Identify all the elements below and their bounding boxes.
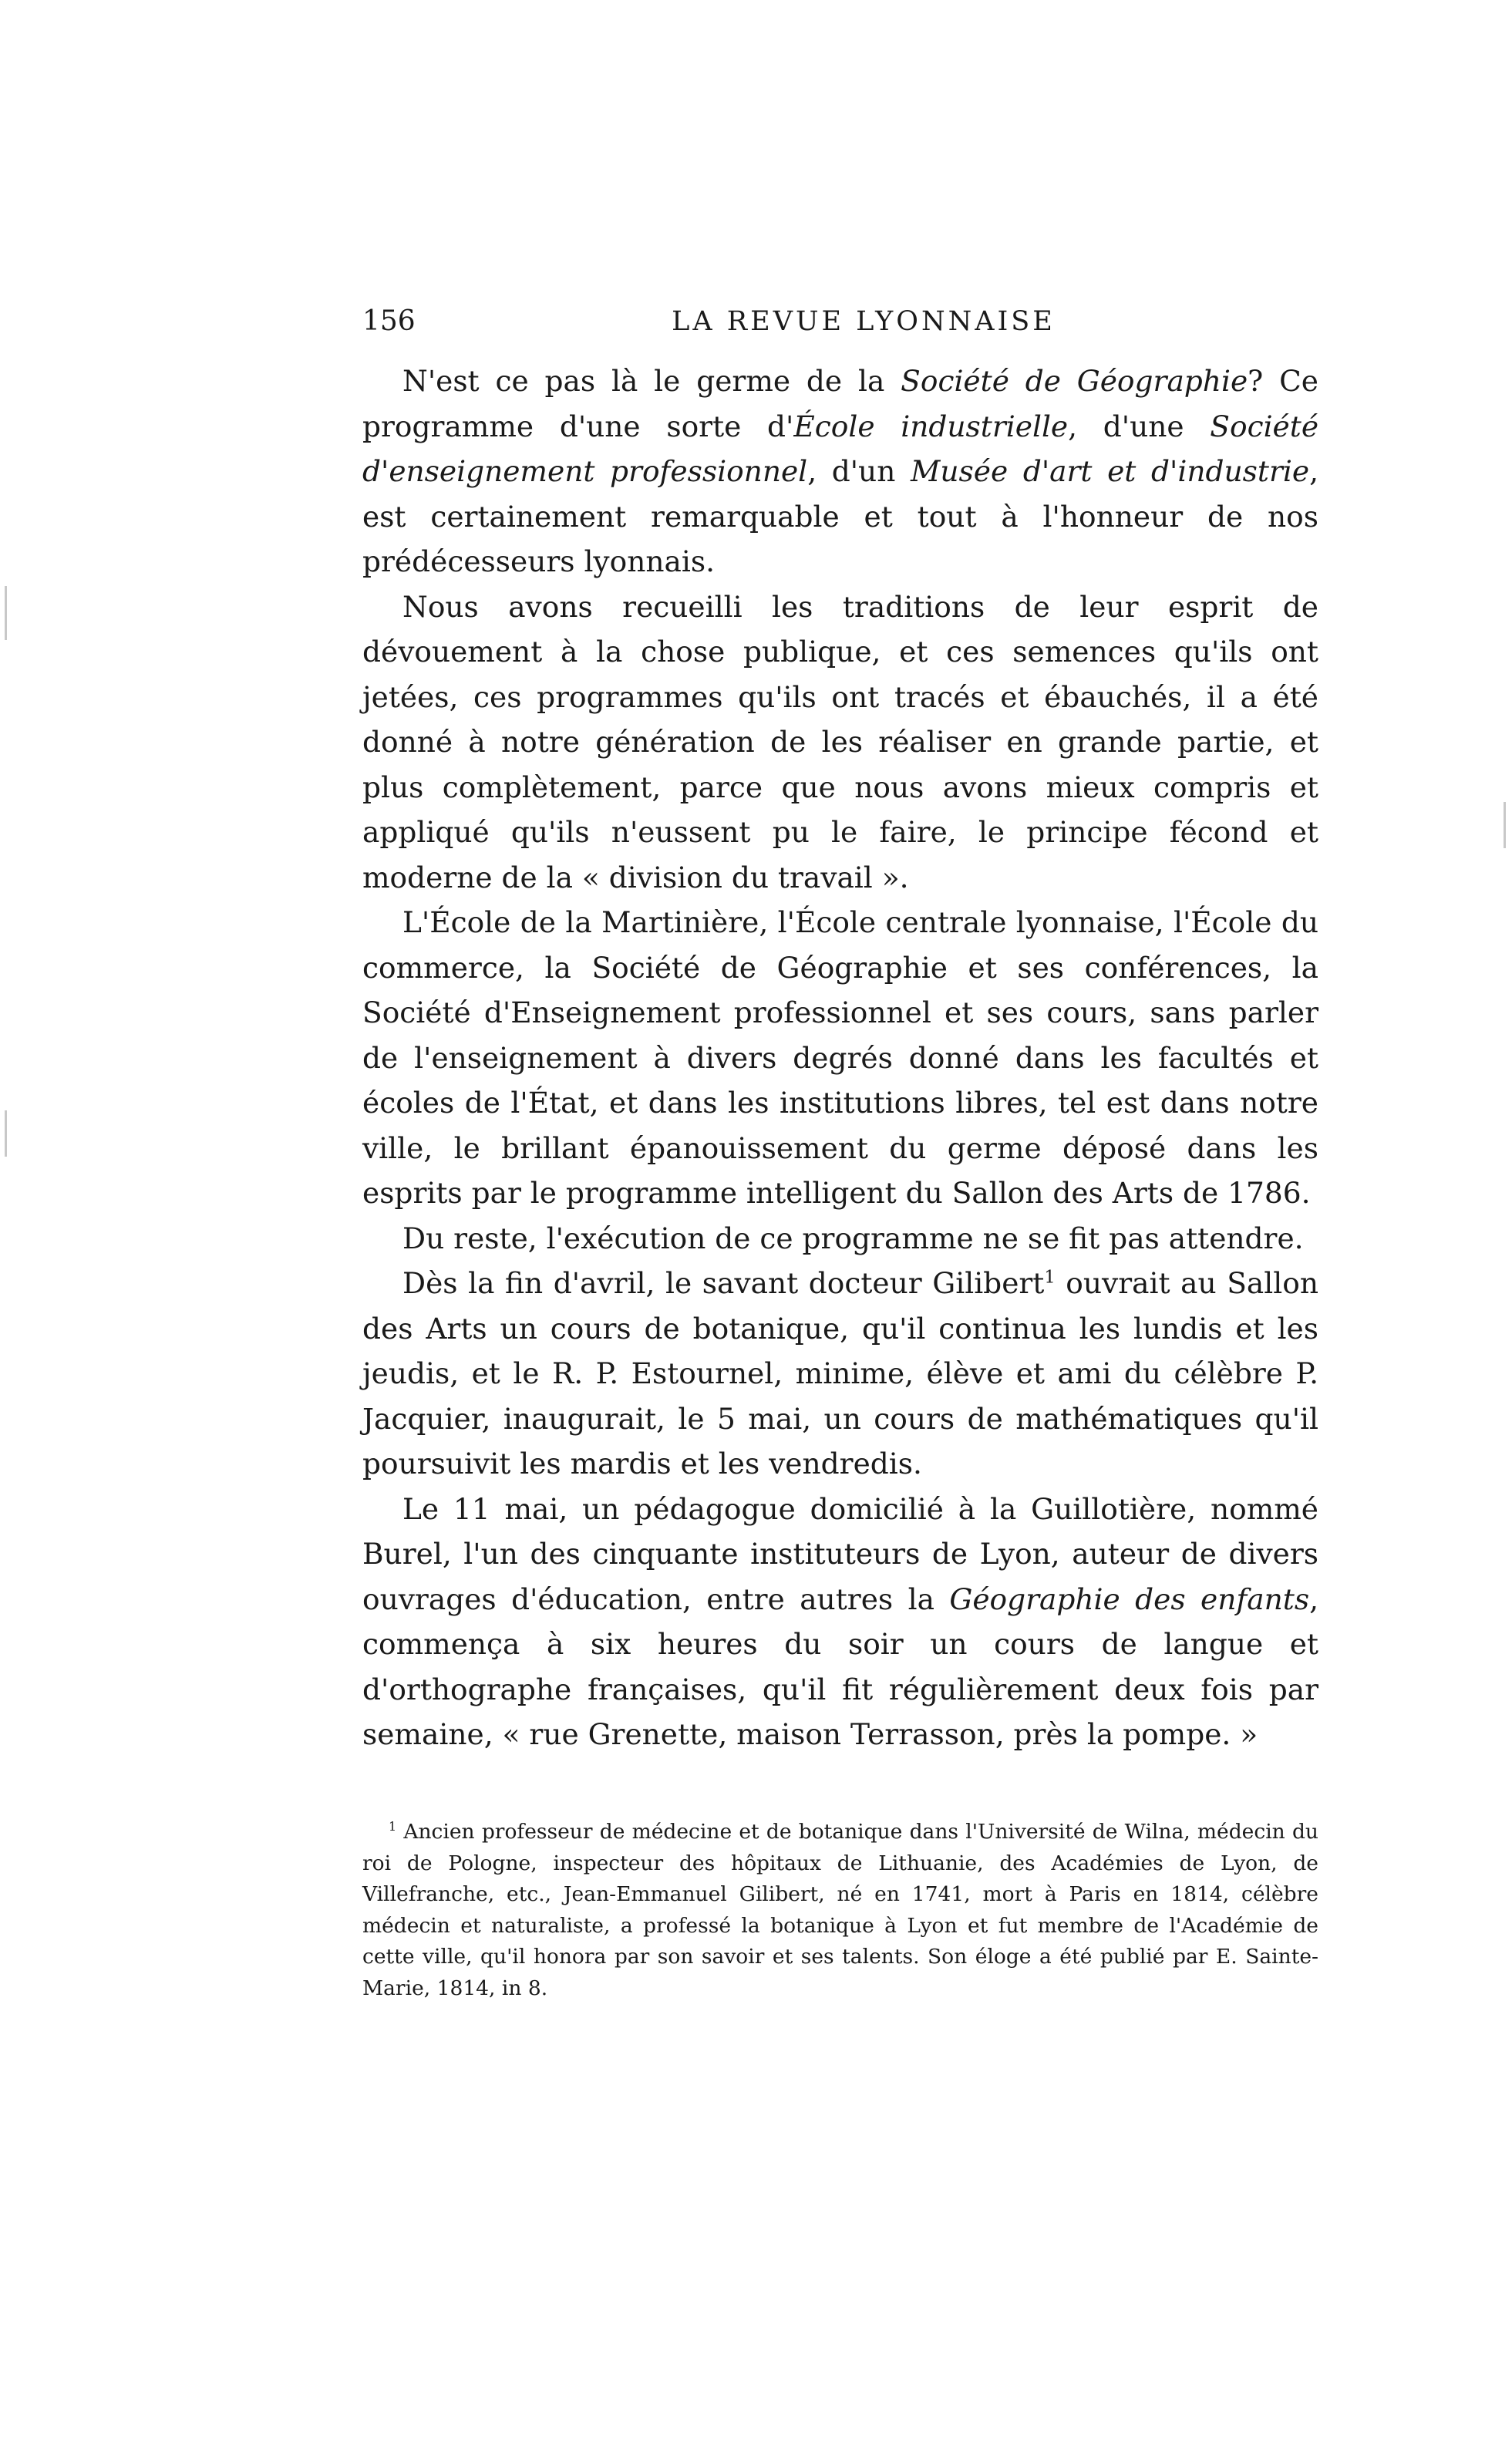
- footnote-reference[interactable]: 1: [1044, 1267, 1056, 1288]
- paragraph: Du reste, l'exécution de ce programme ne se fit pas attendre.: [402, 1221, 1304, 1255]
- text-run: , est certainement remarquable et tout à l'honneur de nos prédécesseurs lyonnais.: [362, 454, 1318, 578]
- text-run: ouvrait au Sallon des Arts un cours de botanique, qu'il continua les lundis et les jeudis, et le R. P. Estournel, minime, élève et ami du célèbre P. Jacquier, inaugurait, le 5 mai, un cours de mathématiques qu'il poursuivit les mardis et les vendredis.: [362, 1266, 1318, 1481]
- page-header: [362, 302, 1318, 341]
- scan-margin-mark: [1504, 802, 1506, 848]
- main-text: [362, 359, 1318, 1757]
- text-run: Dès la fin d'avril, le savant docteur Gilibert: [402, 1266, 1045, 1300]
- paragraph: [362, 1261, 1318, 1487]
- paragraph: [362, 1487, 1318, 1757]
- text-run: , commença à six heures du soir un cours de langue et d'orthographe françaises, qu'il fit régulièrement deux fois par semaine, « rue Grenette, maison Terrasson, près la pompe. »: [362, 1582, 1318, 1751]
- text-run: Le 11 mai, un pédagogue domicilié à la Guillotière, nommé Burel, l'un des cinquante instituteurs de Lyon, auteur de divers ouvrages d'éducation, entre autres la: [362, 1491, 1318, 1616]
- italic-title: Géographie des enfants: [949, 1582, 1310, 1616]
- italic-title: Musée d'art et d'industrie: [911, 454, 1310, 488]
- italic-title: Société de Géographie: [901, 364, 1248, 398]
- footnote-text: Ancien professeur de médecine et de botanique dans l'Université de Wilna, médecin du roi de Pologne, inspecteur des hôpitaux de Lithuanie, des Académies de Lyon, de Villefranche, etc., Jean-Emmanuel Gilibert, né en 1741, mort à Paris en 1814, célèbre médecin et naturaliste, a professé la botanique à Lyon et fut membre de l'Académie de cette ville, qu'il honora par son savoir et ses talents. Son éloge a été publié par E. Sainte-Marie, 1814, in 8.: [362, 1820, 1318, 2000]
- text-run: , d'un: [807, 454, 911, 488]
- footnotes: [362, 1817, 1318, 2004]
- scan-margin-mark: [5, 586, 7, 640]
- paragraph: [362, 359, 1318, 584]
- scan-margin-mark: [5, 1110, 7, 1157]
- footnote-marker: 1: [389, 1819, 397, 1834]
- paragraph: L'École de la Martinière, l'École centrale lyonnaise, l'École du commerce, la Société de Géographie et ses conférences, la Société d'Enseignement professionnel et ses cours, sans parler de l'enseignement à divers degrés donné dans les facultés et écoles de l'État, et dans les institutions libres, tel est dans notre ville, le brillant épanouissement du germe déposé dans les esprits par le programme intelligent du Sallon des Arts de 1786.: [362, 905, 1318, 1210]
- text-run: , d'une: [1068, 409, 1211, 443]
- paragraph: Nous avons recueilli les traditions de leur esprit de dévouement à la chose publique, et ces semences qu'ils ont jetées, ces programmes qu'ils ont tracés et ébauchés, il a été donné à notre génération de les réaliser en grande partie, et plus complètement, parce que nous avons mieux compris et appliqué qu'ils n'eussent pu le faire, le principe fécond et moderne de la « division du travail ».: [362, 589, 1318, 894]
- italic-title: Société d'enseignement professionnel: [362, 409, 1319, 488]
- running-title: LA REVUE LYONNAISE: [672, 306, 1056, 337]
- text-run: N'est ce pas là le germe de la: [402, 364, 901, 398]
- page-number: 156: [362, 305, 416, 337]
- text-run: ? Ce programme d'une sorte d': [362, 364, 1318, 443]
- italic-title: École industrielle: [793, 409, 1069, 443]
- footnote: [362, 1817, 1318, 2004]
